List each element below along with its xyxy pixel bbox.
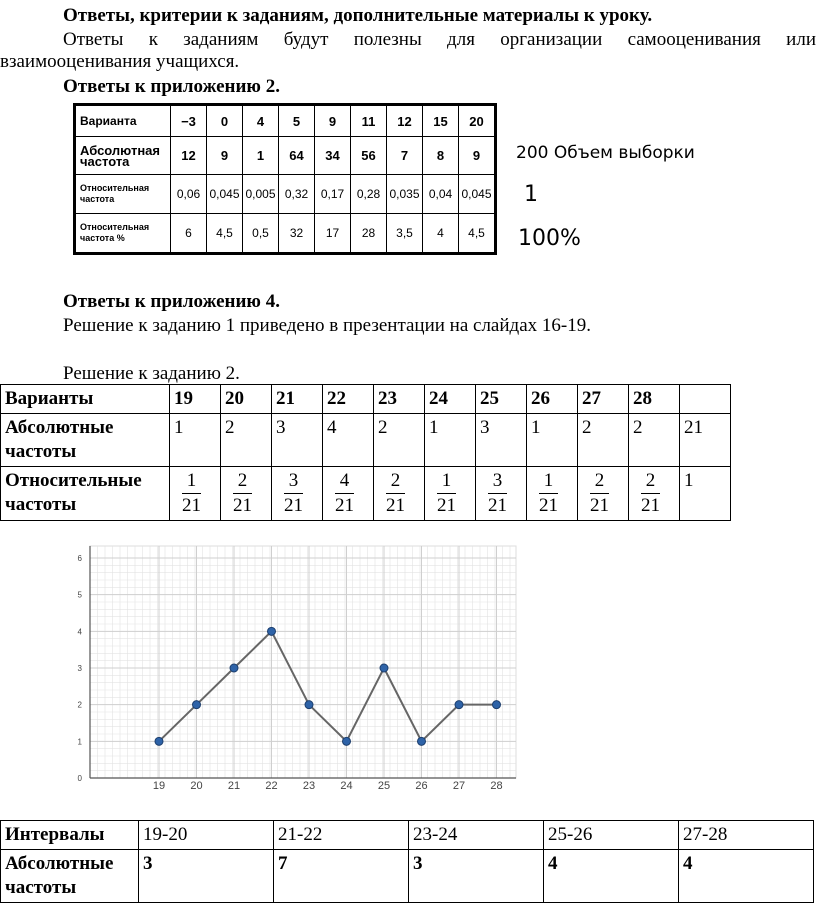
table-cell: 56 [351,137,387,175]
data-point [305,701,313,709]
fraction-cell [527,467,578,521]
table-cell: 25 [476,385,527,414]
table-cell: 2 [374,414,425,467]
y-tick-label: 4 [77,627,82,637]
table-cell: 11 [351,105,387,137]
row-label: Абсолютные частоты [1,850,139,903]
table-cell: −3 [171,105,207,137]
fraction-denominator: 21 [182,495,201,516]
table-cell: 27 [578,385,629,414]
table-cell: 7 [274,850,409,903]
fraction-cell [170,467,221,521]
intervals-table [0,820,814,903]
row-label: Относительная частота % [75,214,171,254]
table-cell: 0,32 [279,175,315,214]
fraction-denominator: 21 [284,495,303,516]
y-tick-label: 0 [77,774,82,783]
row-label: Варианты [1,385,170,414]
table-cell: 2 [221,414,272,467]
fraction-denominator: 21 [539,495,558,516]
table-row [1,850,814,903]
table-cell: 64 [279,137,315,175]
table-cell: 19 [170,385,221,414]
table-cell: 0,5 [243,214,279,254]
y-tick-label: 2 [77,700,82,710]
fraction-numerator: 4 [335,469,354,494]
table-cell: 22 [323,385,374,414]
table-cell: 1 [527,414,578,467]
fraction-numerator: 1 [539,469,558,494]
fraction-numerator: 2 [641,469,660,494]
table-cell: 15 [423,105,459,137]
table-cell: 0,045 [207,175,243,214]
fraction-denominator: 21 [590,495,609,516]
table-cell: 0 [207,105,243,137]
data-point [193,701,201,709]
fraction-numerator: 2 [233,469,252,494]
table-cell: 7 [387,137,423,175]
fraction-numerator: 3 [488,469,507,494]
task2-table [0,384,731,521]
x-tick-label: 28 [490,780,503,792]
appendix2-table [73,103,497,255]
data-point [230,664,238,672]
table-cell: 4 [423,214,459,254]
row-label: Относительные частоты [1,467,170,521]
table-cell: 1 [425,414,476,467]
table-cell: 20 [221,385,272,414]
table-cell: 2 [578,414,629,467]
table-cell: 0,06 [171,175,207,214]
table-cell: 12 [387,105,423,137]
fraction-denominator: 21 [437,495,456,516]
data-point [418,737,426,745]
table-cell: 23 [374,385,425,414]
x-tick-label: 19 [152,780,166,792]
table-cell: 32 [279,214,315,254]
fraction-numerator: 1 [182,469,201,494]
table-cell: 34 [315,137,351,175]
table-cell: 6 [171,214,207,254]
table-cell-total: 1 [680,467,731,521]
table-cell: 0,035 [387,175,423,214]
table-cell: 0,17 [315,175,351,214]
fraction-numerator: 3 [284,469,303,494]
table-cell: 21 [272,385,323,414]
page-title: Ответы, критерии к заданиям, дополнительные материалы к уроку. [63,5,653,26]
x-tick-label: 21 [227,780,241,792]
fraction-denominator: 21 [488,495,507,516]
x-tick-label: 27 [452,780,466,792]
table-cell: 0,005 [243,175,279,214]
data-point [343,737,351,745]
appendix4-heading: Ответы к приложению 4. [63,291,280,312]
row-label: Интервалы [1,821,139,850]
sample-size-note: 200 Объем выборки [516,143,695,163]
fraction-denominator: 21 [386,495,405,516]
row-label: Относительная частота [75,175,171,214]
table-cell: 3 [476,414,527,467]
table-cell: 21-22 [274,821,409,850]
data-point [493,701,501,709]
data-point [268,627,276,635]
table-cell: 5 [279,105,315,137]
row-label: Варианта [75,105,171,137]
table-row [1,467,731,521]
row-label: Абсолютные частоты [1,414,170,467]
data-point [455,701,463,709]
table-cell: 19-20 [139,821,274,850]
table-cell: 9 [207,137,243,175]
table-cell: 0,04 [423,175,459,214]
data-point [155,737,163,745]
task2-text: Решение к заданию 2. [63,363,240,384]
table-row [1,385,731,414]
table-row [75,137,496,175]
table-cell: 27-28 [679,821,814,850]
table-cell: 28 [351,214,387,254]
fraction-numerator: 2 [386,469,405,494]
table-cell: 4 [323,414,374,467]
x-tick-label: 25 [377,780,391,792]
table-row [75,105,496,137]
x-tick-label: 24 [340,780,353,792]
table-cell-total: 21 [680,414,731,467]
table-cell: 0,045 [459,175,496,214]
fraction-numerator: 2 [590,469,609,494]
y-tick-label: 3 [77,664,82,673]
intro-line-2: взаимооценивания учащихся. [0,51,240,72]
table-cell: 17 [315,214,351,254]
fraction-denominator: 21 [233,495,252,516]
table-cell: 3,5 [387,214,423,254]
fraction-cell [629,467,680,521]
table-cell: 2 [629,414,680,467]
x-tick-label: 22 [265,780,278,792]
table-row [1,821,814,850]
fraction-cell [272,467,323,521]
table-cell: 4 [243,105,279,137]
table-cell: 3 [409,850,544,903]
table-cell: 20 [459,105,496,137]
y-tick-label: 1 [77,737,82,747]
fraction-cell [476,467,527,521]
appendix2-heading: Ответы к приложению 2. [63,76,280,97]
fraction-cell [374,467,425,521]
y-tick-label: 6 [77,554,82,563]
fraction-numerator: 1 [437,469,456,494]
fraction-cell [323,467,374,521]
table-cell: 8 [423,137,459,175]
fraction-denominator: 21 [641,495,660,516]
table-cell: 9 [459,137,496,175]
x-tick-label: 26 [415,780,428,792]
fraction-cell [578,467,629,521]
table-cell: 4,5 [207,214,243,254]
x-tick-label: 23 [302,780,316,792]
table-cell: 26 [527,385,578,414]
intro-line-1: Ответы к заданиям будут полезны для организации самооценивания или [63,29,816,50]
table-cell: 3 [272,414,323,467]
fraction-cell [221,467,272,521]
y-tick-label: 5 [77,590,82,600]
table-row [75,175,496,214]
table-cell: 25-26 [544,821,679,850]
table-row [75,214,496,254]
table-cell: 4,5 [459,214,496,254]
table-cell: 0,28 [351,175,387,214]
plot-area [90,546,516,778]
table-cell: 1 [243,137,279,175]
table-cell: 9 [315,105,351,137]
table-row [1,414,731,467]
frequency-polygon-chart [60,540,520,800]
fraction-denominator: 21 [335,495,354,516]
table-cell: 12 [171,137,207,175]
data-point [380,664,388,672]
relative-sum-note: 1 [524,182,538,207]
table-cell: 28 [629,385,680,414]
percent-sum-note: 100% [518,226,581,251]
table-cell-empty [680,385,731,414]
table-cell: 23-24 [409,821,544,850]
table-cell: 1 [170,414,221,467]
task1-text: Решение к заданию 1 приведено в презентации на слайдах 16-19. [63,315,591,336]
fraction-cell [425,467,476,521]
table-cell: 4 [679,850,814,903]
row-label: Абсолютная частота [75,137,171,175]
x-tick-label: 20 [190,780,203,792]
table-cell: 3 [139,850,274,903]
table-cell: 4 [544,850,679,903]
table-cell: 24 [425,385,476,414]
